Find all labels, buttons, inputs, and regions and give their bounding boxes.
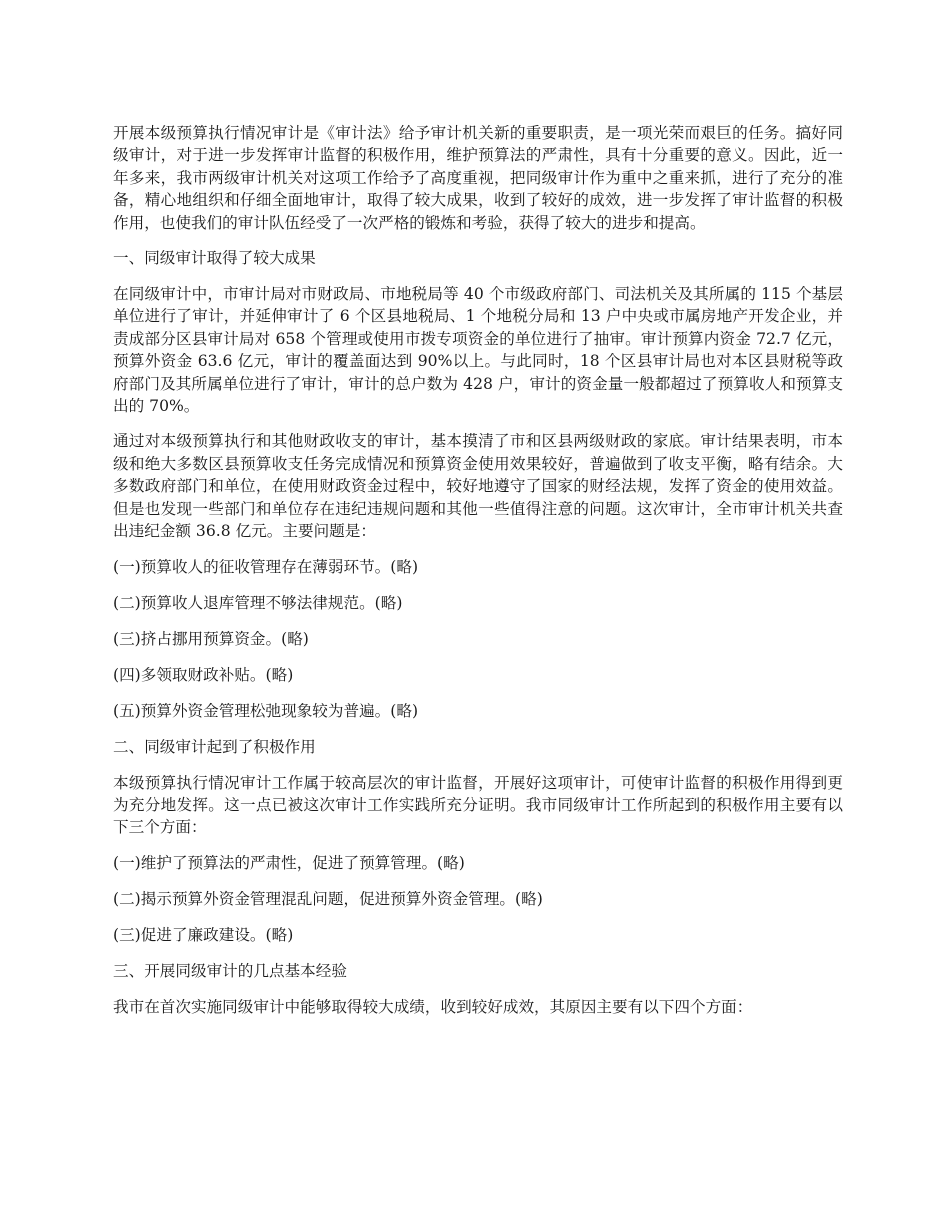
document-body xyxy=(113,122,843,1031)
body-paragraph: 我市在首次实施同级审计中能够取得较大成绩，收到较好成效，其原因主要有以下四个方面： xyxy=(113,997,753,1016)
intro-paragraph: 开展本级预算执行情况审计是《审计法》给予审计机关新的重要职责，是一项光荣而艰巨的任务。搞好同级审计，对于进一步发挥审计监督的积极作用，维护预算法的严肃性，具有十分重要的意义。因此，近一年多来，我市两级审计机关对这项工作给予了高度重视，把同级审计作为重中之重来抓，进行了充分的准备，精心地组织和仔细全面地审计，取得了较大成果，收到了较好的成效，进一步发挥了审计监督的积极作用，也使我们的审计队伍经受了一次严格的锻炼和考验，获得了较大的进步和提高。 xyxy=(113,124,843,232)
list-item: (五)预算外资金管理松弛现象较为普遍。(略) xyxy=(113,701,419,720)
list-item: (四)多领取财政补贴。(略) xyxy=(113,665,294,684)
list-item: (二)预算收人退库管理不够法律规范。(略) xyxy=(113,593,403,612)
list-item: (三)促进了廉政建设。(略) xyxy=(113,925,294,944)
list-item: (二)揭示预算外资金管理混乱问题，促进预算外资金管理。(略) xyxy=(113,889,543,908)
list-item: (一)维护了预算法的严肃性，促进了预算管理。(略) xyxy=(113,853,465,872)
body-paragraph: 在同级审计中，市审计局对市财政局、市地税局等 40 个市级政府部门、司法机关及其所属的 115 个基层单位进行了审计，并延伸审计了 6 个区县地税局、1 个地税分局和 13 户中央或市属房地产开发企业，并责成部分区县审计局对 658 个管理或使用市拨专项资金的单位进行了抽审。审计预算内资金 72.7 亿元，预算外资金 63.6 亿元，审计的覆盖面达到 90%以上。与此同时，18 个区县审计局也对本区县财税等政府部门及其所属单位进行了审计，审计的总户数为 428 户，审计的资金量一般都超过了预算收人和预算支出的 70%。 xyxy=(113,285,843,416)
section-heading-3: 三、开展同级审计的几点基本经验 xyxy=(113,961,347,980)
section-heading-2: 二、同级审计起到了积极作用 xyxy=(113,737,316,756)
body-paragraph: 本级预算执行情况审计工作属于较高层次的审计监督，开展好这项审计，可使审计监督的积极作用得到更为充分地发挥。这一点已被这次审计工作实践所充分证明。我市同级审计工作所起到的积极作用主要有以下三个方面： xyxy=(113,773,843,837)
list-item: (一)预算收人的征收管理存在薄弱环节。(略) xyxy=(113,557,419,576)
body-paragraph: 通过对本级预算执行和其他财政收支的审计，基本摸清了市和区县两级财政的家底。审计结果表明，市本级和绝大多数区县预算收支任务完成情况和预算资金使用效果较好，普遍做到了收支平衡，略有结余。大多数政府部门和单位，在使用财政资金过程中，较好地遵守了国家的财经法规，发挥了资金的使用效益。但是也发现一些部门和单位存在违纪违规问题和其他一些值得注意的问题。这次审计，全市审计机关共查出违纪金额 36.8 亿元。主要问题是： xyxy=(113,432,843,541)
section-heading-1: 一、同级审计取得了较大成果 xyxy=(113,249,316,268)
list-item: (三)挤占挪用预算资金。(略) xyxy=(113,629,309,648)
